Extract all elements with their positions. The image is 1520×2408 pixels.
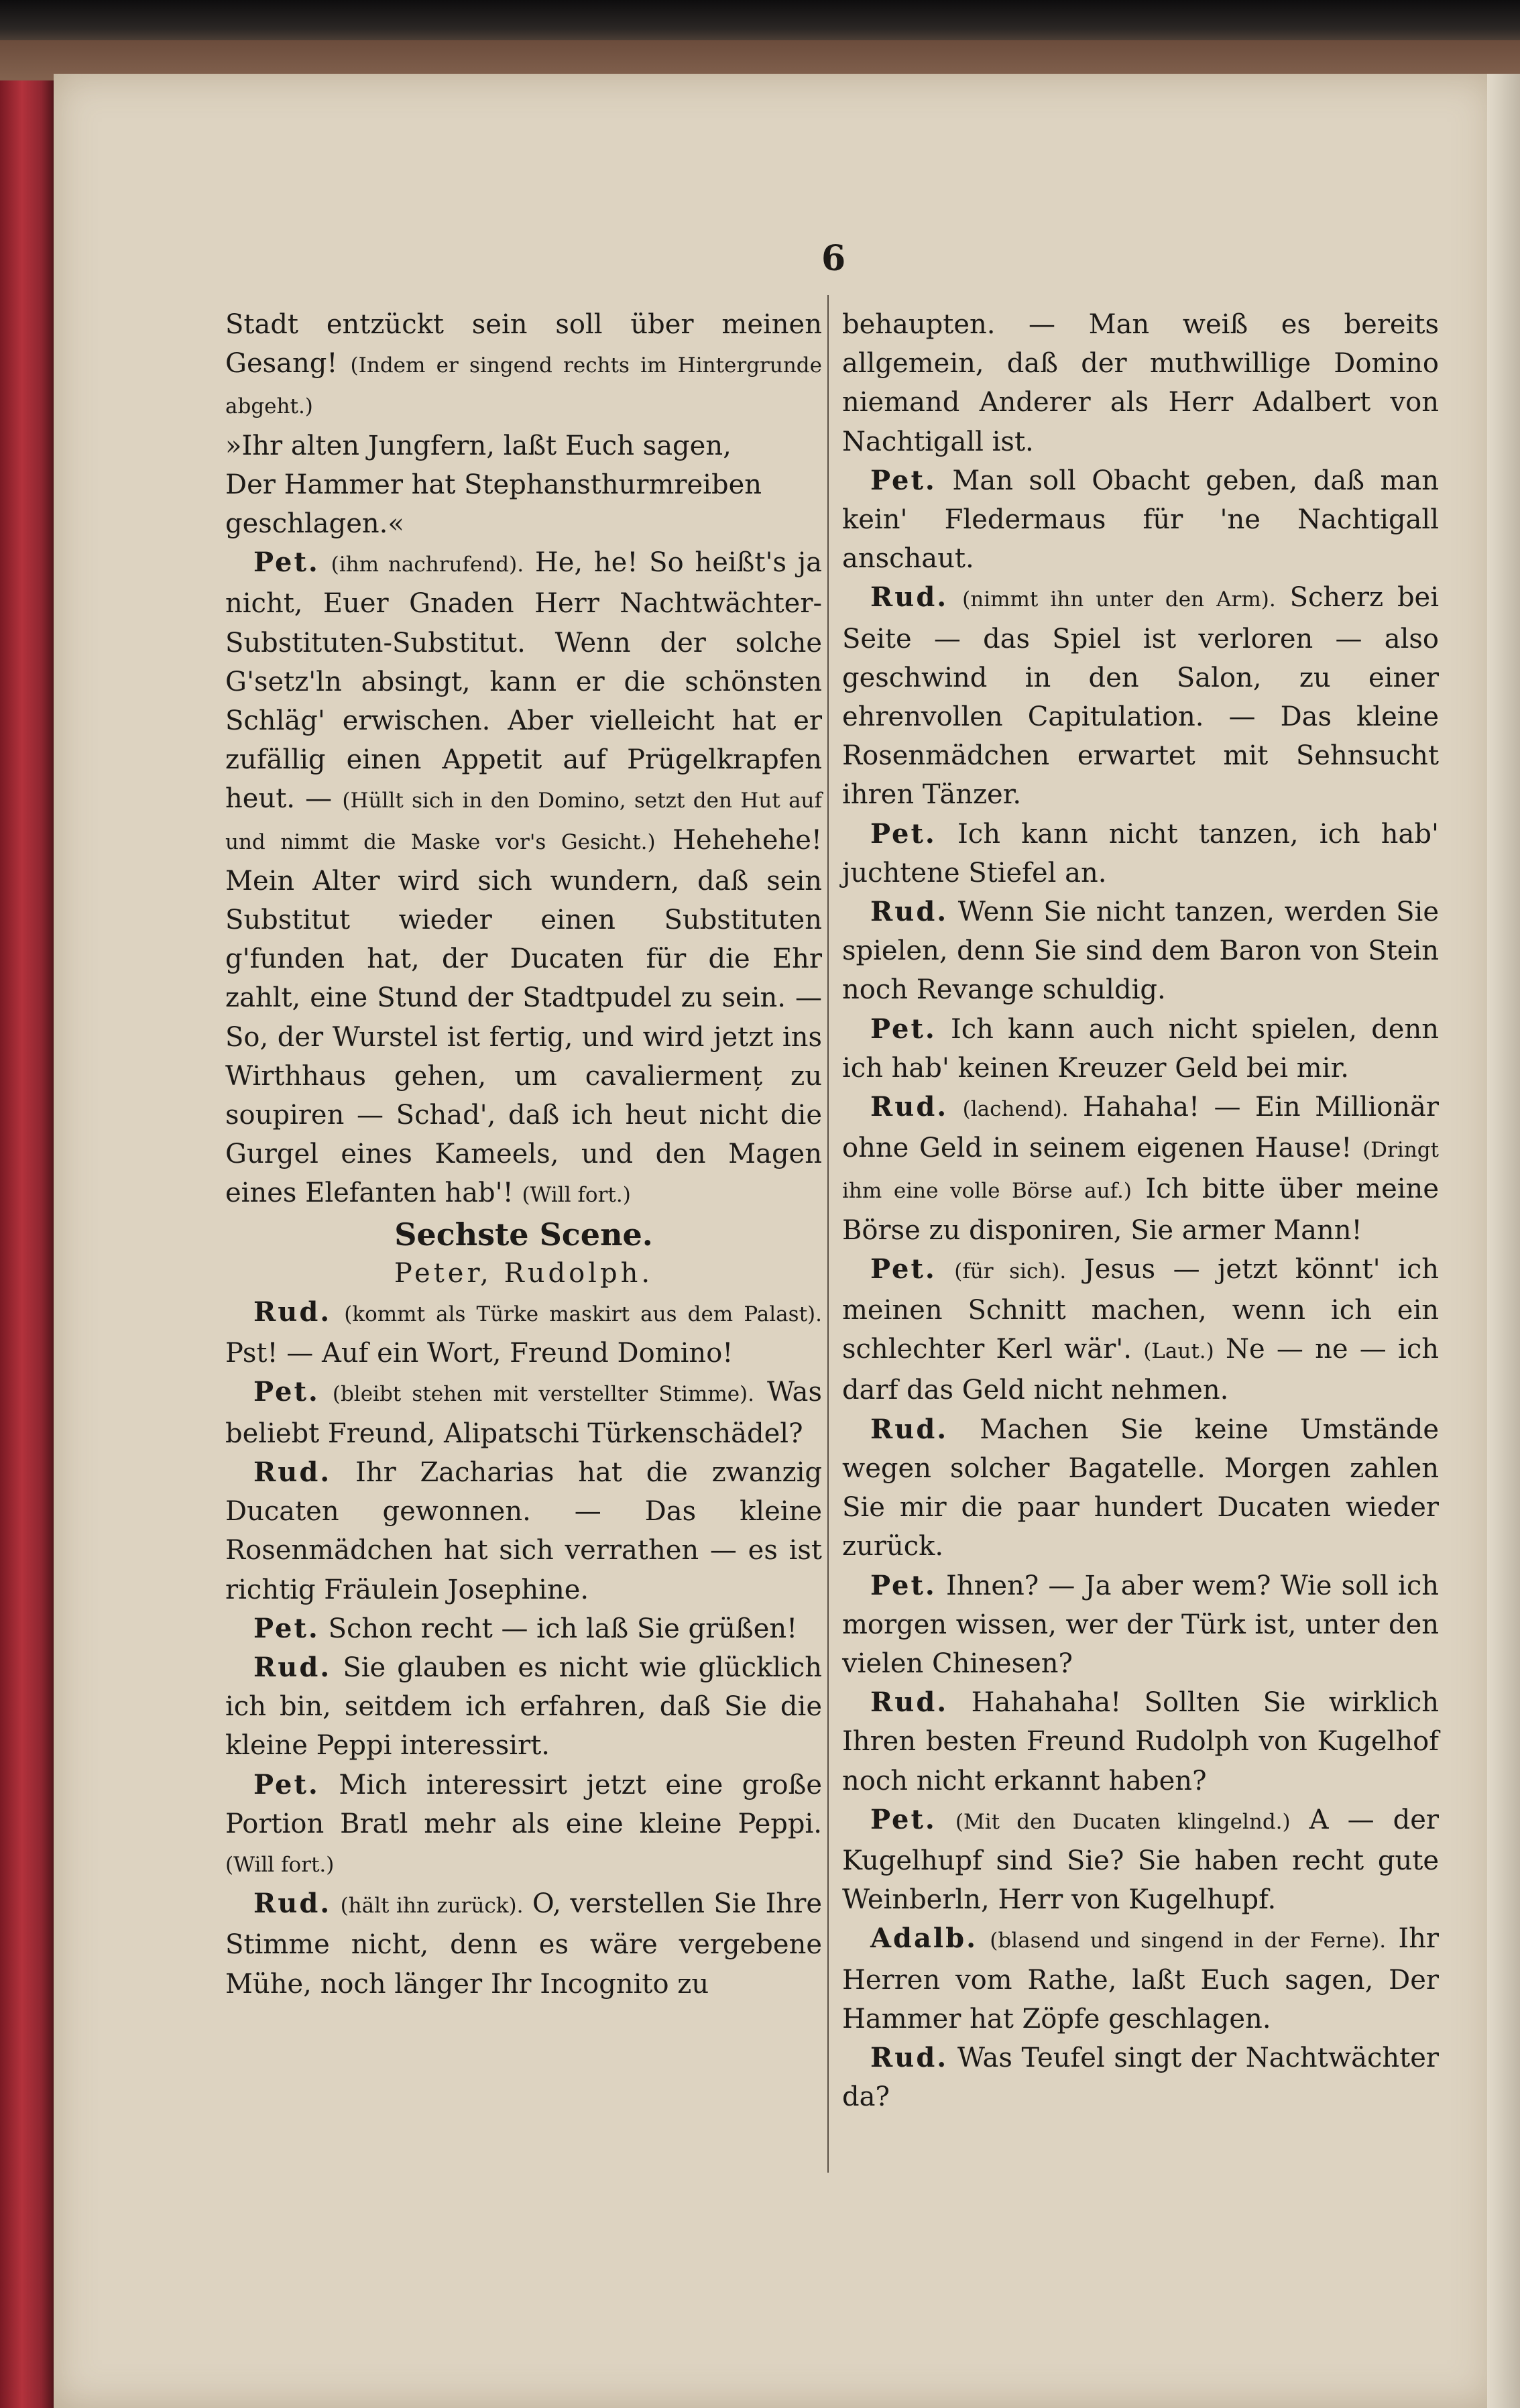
stage-direction: (Mit den Ducaten klingelnd.) <box>955 1809 1291 1834</box>
dialogue-paragraph <box>225 1884 822 2004</box>
dialogue-paragraph <box>842 461 1439 579</box>
dialogue-text: Ihnen? — Ja aber wem? Wie soll ich morgen wissen, wer der Türk ist, unter den vielen Chinesen? <box>842 1570 1439 1679</box>
dialogue-text: Hehehehe! Mein Alter wird sich wundern, daß sein Substitut wieder einen Substituten g'funden hat, der Ducaten für die Ehr zahlt, eine Stund der Stadtpudel zu sein. — So, der Wurstel ist fertig, und wird jetzt ins Wirthhaus gehen, um cavaliermenț zu soupiren — Schad', daß ich heut nicht die Gurgel eines Kameels, und den Magen eines Elefanten hab'! <box>225 824 822 1209</box>
stage-direction: (Hüllt sich in den Domino, setzt den Hut auf und nimmt die Maske vor's Gesicht.) <box>225 789 822 854</box>
dialogue-paragraph <box>842 1088 1439 1250</box>
dialogue-text: Ich kann nicht tanzen, ich hab' juchtene Stiefel an. <box>842 818 1440 888</box>
speaker-name: Pet. <box>870 1803 937 1835</box>
verse-line: »Ihr alten Jungfern, laßt Euch sagen, <box>225 430 732 461</box>
dialogue-paragraph <box>842 305 1439 461</box>
stage-direction: (bleibt stehen mit verstellter Stimme). <box>332 1382 755 1407</box>
stage-direction: (Indem er singend rechts im Hintergrunde abgeht.) <box>225 353 822 419</box>
dialogue-text: O, verstellen Sie Ihre Stimme nicht, denn es wäre vergebene Mühe, noch länger Ihr Incognito zu <box>225 1888 822 2000</box>
cast-list: Peter, Rudolph. <box>394 1257 654 1289</box>
dialogue-text: Ihr Zacharias hat die zwanzig Ducaten gewonnen. — Das kleine Rosenmädchen hat sich verrathen — es ist richtig Fräulein Josephine. <box>225 1456 823 1605</box>
dialogue-text: behaupten. — Man weiß es bereits allgemein, daß der muthwillige Domino niemand Anderer als Herr Adalbert von Nachtigall ist. <box>842 309 1439 457</box>
speaker-name: Pet. <box>870 1013 937 1045</box>
speaker-name: Pet. <box>870 1253 937 1285</box>
dialogue-text: Ihr Herren vom Rathe, laßt Euch sagen, Der Hammer hat Zöpfe geschlagen. <box>842 1923 1439 2034</box>
speaker-name: Pet. <box>253 1612 320 1644</box>
speaker-name: Rud. <box>870 2041 949 2073</box>
dialogue-text: A — der Kugelhupf sind Sie? <box>842 1804 1439 1876</box>
speaker-name: Rud. <box>870 1413 949 1445</box>
speaker-name: Pet. <box>253 547 320 579</box>
stage-direction: (hält ihn zurück). <box>340 1894 524 1918</box>
dialogue-text: Ne — ne — ich darf das Geld nicht nehmen. <box>842 1334 1439 1406</box>
stage-direction: (blasend und singend in der Ferne). <box>990 1929 1387 1953</box>
dialogue-paragraph <box>842 1566 1439 1684</box>
dialogue-paragraph <box>842 1919 1439 2039</box>
dialogue-text: Scherz bei Seite — das Spiel ist verloren — also geschwind in den Salon, zu einer ehrenvollen Capitulation. — Das kleine Rosenmädchen erwartet mit Sehnsucht ihren Tänzer. <box>842 582 1440 811</box>
dialogue-paragraph <box>225 1609 822 1648</box>
dialogue-paragraph <box>842 1683 1439 1800</box>
verse-line: Der Hammer hat Stephansthurmreiben <box>225 469 762 500</box>
dialogue-paragraph <box>842 1250 1439 1410</box>
page-stack-edge <box>1487 74 1520 2408</box>
dialogue-paragraph <box>842 1410 1439 1566</box>
dialogue-paragraph <box>225 305 822 426</box>
dialogue-paragraph <box>225 1293 822 1373</box>
stage-direction: (Will fort.) <box>522 1183 631 1208</box>
stage-direction: (für sich). <box>954 1259 1067 1283</box>
dialogue-text: Sie haben recht gute Weinberln, Herr von Kugelhupf. <box>842 1845 1439 1916</box>
dialogue-paragraph <box>842 2039 1439 2116</box>
dialogue-paragraph <box>225 1648 822 1766</box>
column-divider <box>827 295 829 2173</box>
stage-direction: (Dringt ihm eine volle Börse auf.) <box>842 1138 1439 1204</box>
dialogue-text: Ich kann auch nicht spielen, denn ich hab' keinen Kreuzer Geld bei mir. <box>842 1013 1439 1084</box>
dialogue-paragraph <box>842 1010 1439 1088</box>
dialogue-paragraph <box>842 893 1439 1010</box>
scene-heading: Sechste Scene. <box>394 1216 653 1253</box>
dialogue-paragraph <box>225 1373 822 1452</box>
left-column <box>225 305 822 2004</box>
stage-direction: (kommt als Türke maskirt aus dem Palast). <box>344 1302 822 1327</box>
dialogue-text: Was Teufel singt der Nachtwächter da? <box>842 2042 1439 2113</box>
speaker-name: Rud. <box>870 581 949 614</box>
dialogue-text: Wenn Sie nicht tanzen, werden Sie spielen, denn Sie sind dem Baron von Stein noch Revange schuldig. <box>842 897 1440 1006</box>
dialogue-text: Mich interessirt jetzt eine große Portion Bratl mehr als eine kleine Peppi. <box>225 1769 822 1839</box>
speaker-name: Rud. <box>253 1456 332 1488</box>
dialogue-text: Man soll Obacht geben, daß man kein' Fledermaus für 'ne Nachtigall anschaut. <box>842 465 1440 575</box>
verse-line: geschlagen.« <box>225 508 404 540</box>
speaker-name: Rud. <box>253 1651 332 1683</box>
stage-direction: (lachend). <box>962 1097 1069 1122</box>
dialogue-text: Hahahaha! Sollten Sie wirklich Ihren besten Freund Rudolph von Kugelhof noch nicht erkannt haben? <box>842 1687 1439 1796</box>
speaker-name: Rud. <box>253 1296 332 1328</box>
speaker-name: Rud. <box>870 896 949 928</box>
dialogue-paragraph <box>225 543 822 1214</box>
dialogue-text: Jesus — jetzt könnt' ich meinen Schnitt machen, wenn ich ein schlechter Kerl wär'. <box>842 1253 1439 1365</box>
stage-direction: (nimmt ihn unter den Arm). <box>962 587 1276 612</box>
dialogue-text: Schon recht — ich laß Sie grüßen! <box>328 1613 798 1644</box>
speaker-name: Pet. <box>870 1569 937 1601</box>
dialogue-text: Machen Sie keine Umstände wegen solcher Bagatelle. Morgen zahlen Sie mir die paar hundert Ducaten wieder zurück. <box>842 1414 1439 1562</box>
speaker-name: Rud. <box>870 1686 949 1719</box>
dialogue-text: Sie glauben es nicht wie glücklich ich bin, seitdem ich erfahren, daß Sie die kleine Peppi interessirt. <box>225 1652 823 1762</box>
right-column <box>842 305 1439 2116</box>
stage-direction: (ihm nachrufend). <box>331 553 524 577</box>
speaker-name: Pet. <box>253 1768 320 1800</box>
dialogue-text: Stadt entzückt sein soll über meinen Gesang! <box>225 309 822 380</box>
dialogue-text: He, he! So heißt's ja nicht, Euer Gnaden Herr Nachtwächter-Substituten-Substitut. Wenn der solche G'setz'ln absingt, kann er die schönsten Schläg' erwischen. Aber vielleicht hat er zufällig einen Appetit auf Prügelkrapfen heut. — <box>225 547 822 815</box>
dialogue-paragraph <box>842 815 1439 893</box>
dialogue-paragraph <box>225 1453 822 1609</box>
dialogue-paragraph <box>842 1800 1439 1920</box>
stage-direction: (Laut.) <box>1143 1339 1214 1364</box>
stage-direction: (Will fort.) <box>225 1852 335 1877</box>
speaker-name: Rud. <box>253 1888 332 1920</box>
speaker-name: Adalb. <box>870 1923 978 1955</box>
speaker-name: Pet. <box>870 817 937 850</box>
page-number: 6 <box>821 238 846 279</box>
book-cover-spine <box>0 80 55 2408</box>
speaker-name: Pet. <box>870 464 937 496</box>
dialogue-text: Was beliebt Freund, Alipatschi Türkenschädel? <box>225 1377 823 1449</box>
dialogue-text: Pst! — Auf ein Wort, Freund Domino! <box>225 1338 734 1369</box>
dialogue-text: Ich bitte über meine Börse zu disponiren, Sie armer Mann! <box>842 1173 1439 1246</box>
dialogue-text: Hahaha! — Ein Millionär ohne Geld in seinem eigenen Hause! <box>842 1092 1440 1164</box>
speaker-name: Rud. <box>870 1091 949 1123</box>
speaker-name: Pet. <box>253 1376 320 1408</box>
dialogue-paragraph <box>842 578 1439 814</box>
dialogue-paragraph <box>225 1766 822 1885</box>
